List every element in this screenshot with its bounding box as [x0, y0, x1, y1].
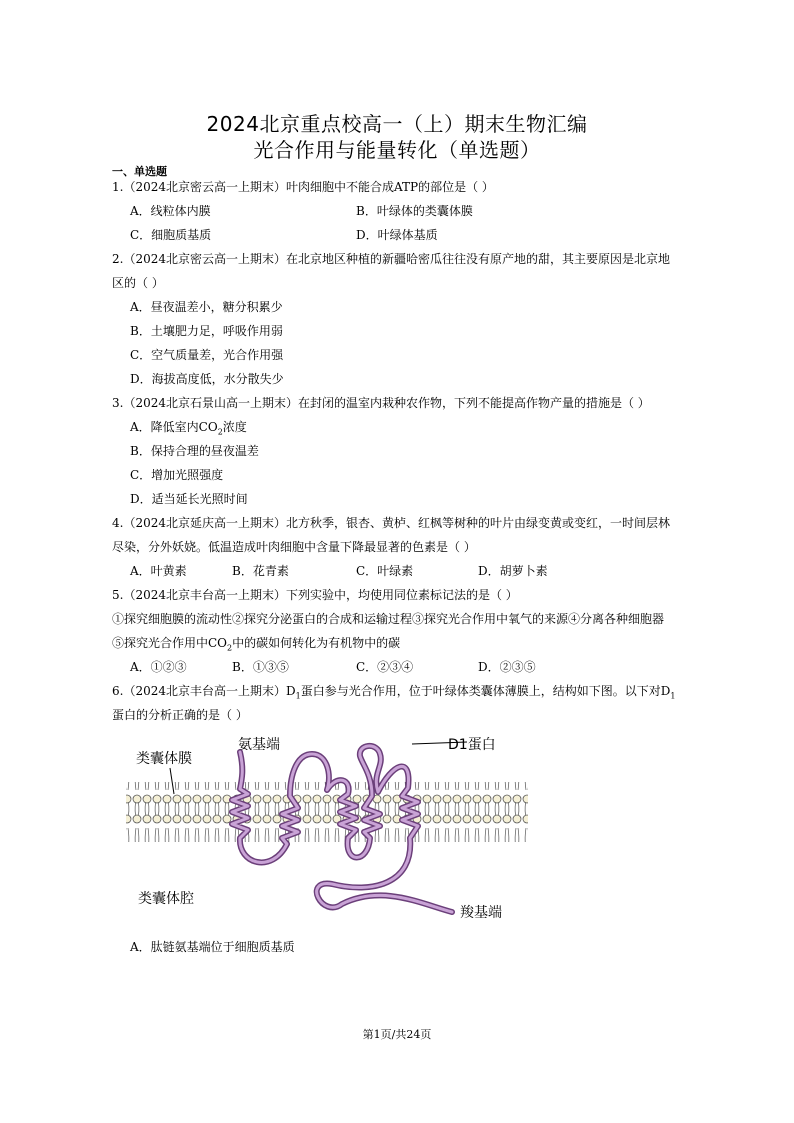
question-3-option-a-tail: 浓度	[222, 420, 247, 434]
subscript: 2	[227, 643, 233, 653]
question-5-option-b: B．①③⑤	[232, 660, 289, 674]
question-5-option-d: D．②③⑤	[478, 660, 536, 674]
question-1-stem: 1.（2024北京密云高一上期末）叶肉细胞中不能合成ATP的部位是（ ）	[112, 180, 494, 194]
label-d1-protein: D1蛋白	[448, 737, 496, 753]
question-3-option-a-text: A．降低室内CO	[130, 420, 218, 434]
label-carboxyl-terminus: 羧基端	[460, 905, 502, 921]
question-1-option-b: B．叶绿体的类囊体膜	[356, 204, 473, 218]
question-3-option-c: C．增加光照强度	[130, 468, 224, 482]
question-3-stem: 3.（2024北京石景山高一上期末）在封闭的温室内栽种农作物，下列不能提高作物产量的措施是（ ）	[112, 396, 650, 410]
page-title-line2: 光合作用与能量转化（单选题）	[253, 138, 541, 162]
subscript: 2	[217, 427, 223, 437]
question-4-stem-line2: 尽染，分外妖娆。低温造成叶肉细胞中含量下降最显著的色素是（ ）	[112, 540, 476, 554]
question-6-stem-line1	[112, 684, 675, 703]
question-4-option-c: C．叶绿素	[356, 564, 414, 578]
question-4-option-b: B．花青素	[232, 564, 289, 578]
question-6-stem-mid: 蛋白参与光合作用，位于叶绿体类囊体薄膜上，结构如下图。以下对D	[300, 684, 671, 698]
d1-protein-diagram	[122, 734, 542, 928]
question-3-option-a	[130, 420, 247, 439]
question-5-option-c: C．②③④	[356, 660, 414, 674]
question-5-option-a: A．①②③	[130, 660, 187, 674]
question-2-stem-line1: 2.（2024北京密云高一上期末）在北京地区种植的新疆哈密瓜往往没有原产地的甜，其主要原因是北京地	[112, 252, 670, 266]
question-5-stem-line3-pre: ⑤探究光合作用中CO	[112, 636, 228, 650]
question-6-stem-pre: 6.（2024北京丰台高一上期末）D	[112, 684, 296, 698]
subscript: 1	[670, 691, 676, 701]
page-footer: 第1页/共24页	[362, 1028, 432, 1041]
question-5-stem-line3-post: 中的碳如何转化为有机物中的碳	[232, 636, 401, 650]
label-amino-terminus: 氨基端	[238, 737, 280, 753]
question-2-option-c: C．空气质量差，光合作用强	[130, 348, 284, 362]
question-6-stem-line2: 蛋白的分析正确的是（ ）	[112, 708, 248, 722]
subscript: 1	[295, 691, 301, 701]
question-2-option-a: A．昼夜温差小，糖分积累少	[130, 300, 283, 314]
question-5-stem-line2: ①探究细胞膜的流动性②探究分泌蛋白的合成和运输过程③探究光合作用中氧气的来源④分离各种细胞器	[112, 612, 665, 626]
question-2-option-d: D．海拔高度低，水分散失少	[130, 372, 284, 386]
question-2-option-b: B．土壤肥力足，呼吸作用弱	[130, 324, 283, 338]
question-3-option-b: B．保持合理的昼夜温差	[130, 444, 259, 458]
question-1-option-a: A．线粒体内膜	[130, 204, 211, 218]
question-5-stem-line3	[112, 636, 400, 655]
question-6-option-a: A．肽链氨基端位于细胞质基质	[130, 940, 295, 954]
question-4-option-d: D．胡萝卜素	[478, 564, 548, 578]
question-4-stem-line1: 4.（2024北京延庆高一上期末）北方秋季，银杏、黄栌、红枫等树种的叶片由绿变黄或变红，一时间层林	[112, 516, 670, 530]
page-title-line1: 2024北京重点校高一（上）期末生物汇编	[206, 112, 588, 136]
label-thylakoid-lumen: 类囊体腔	[138, 891, 194, 907]
question-4-option-a: A．叶黄素	[130, 564, 187, 578]
question-3-option-d: D．适当延长光照时间	[130, 492, 248, 506]
membrane-lower-leaflet	[126, 812, 528, 842]
question-1-option-c: C．细胞质基质	[130, 228, 212, 242]
question-5-stem-line1: 5.（2024北京丰台高一上期末）下列实验中，均使用同位素标记法的是（ ）	[112, 588, 518, 602]
label-thylakoid-membrane: 类囊体膜	[136, 751, 192, 767]
section-title: 一、单选题	[112, 165, 167, 178]
question-1-option-d: D．叶绿体基质	[356, 228, 438, 242]
question-2-stem-line2: 区的（ ）	[112, 276, 164, 290]
